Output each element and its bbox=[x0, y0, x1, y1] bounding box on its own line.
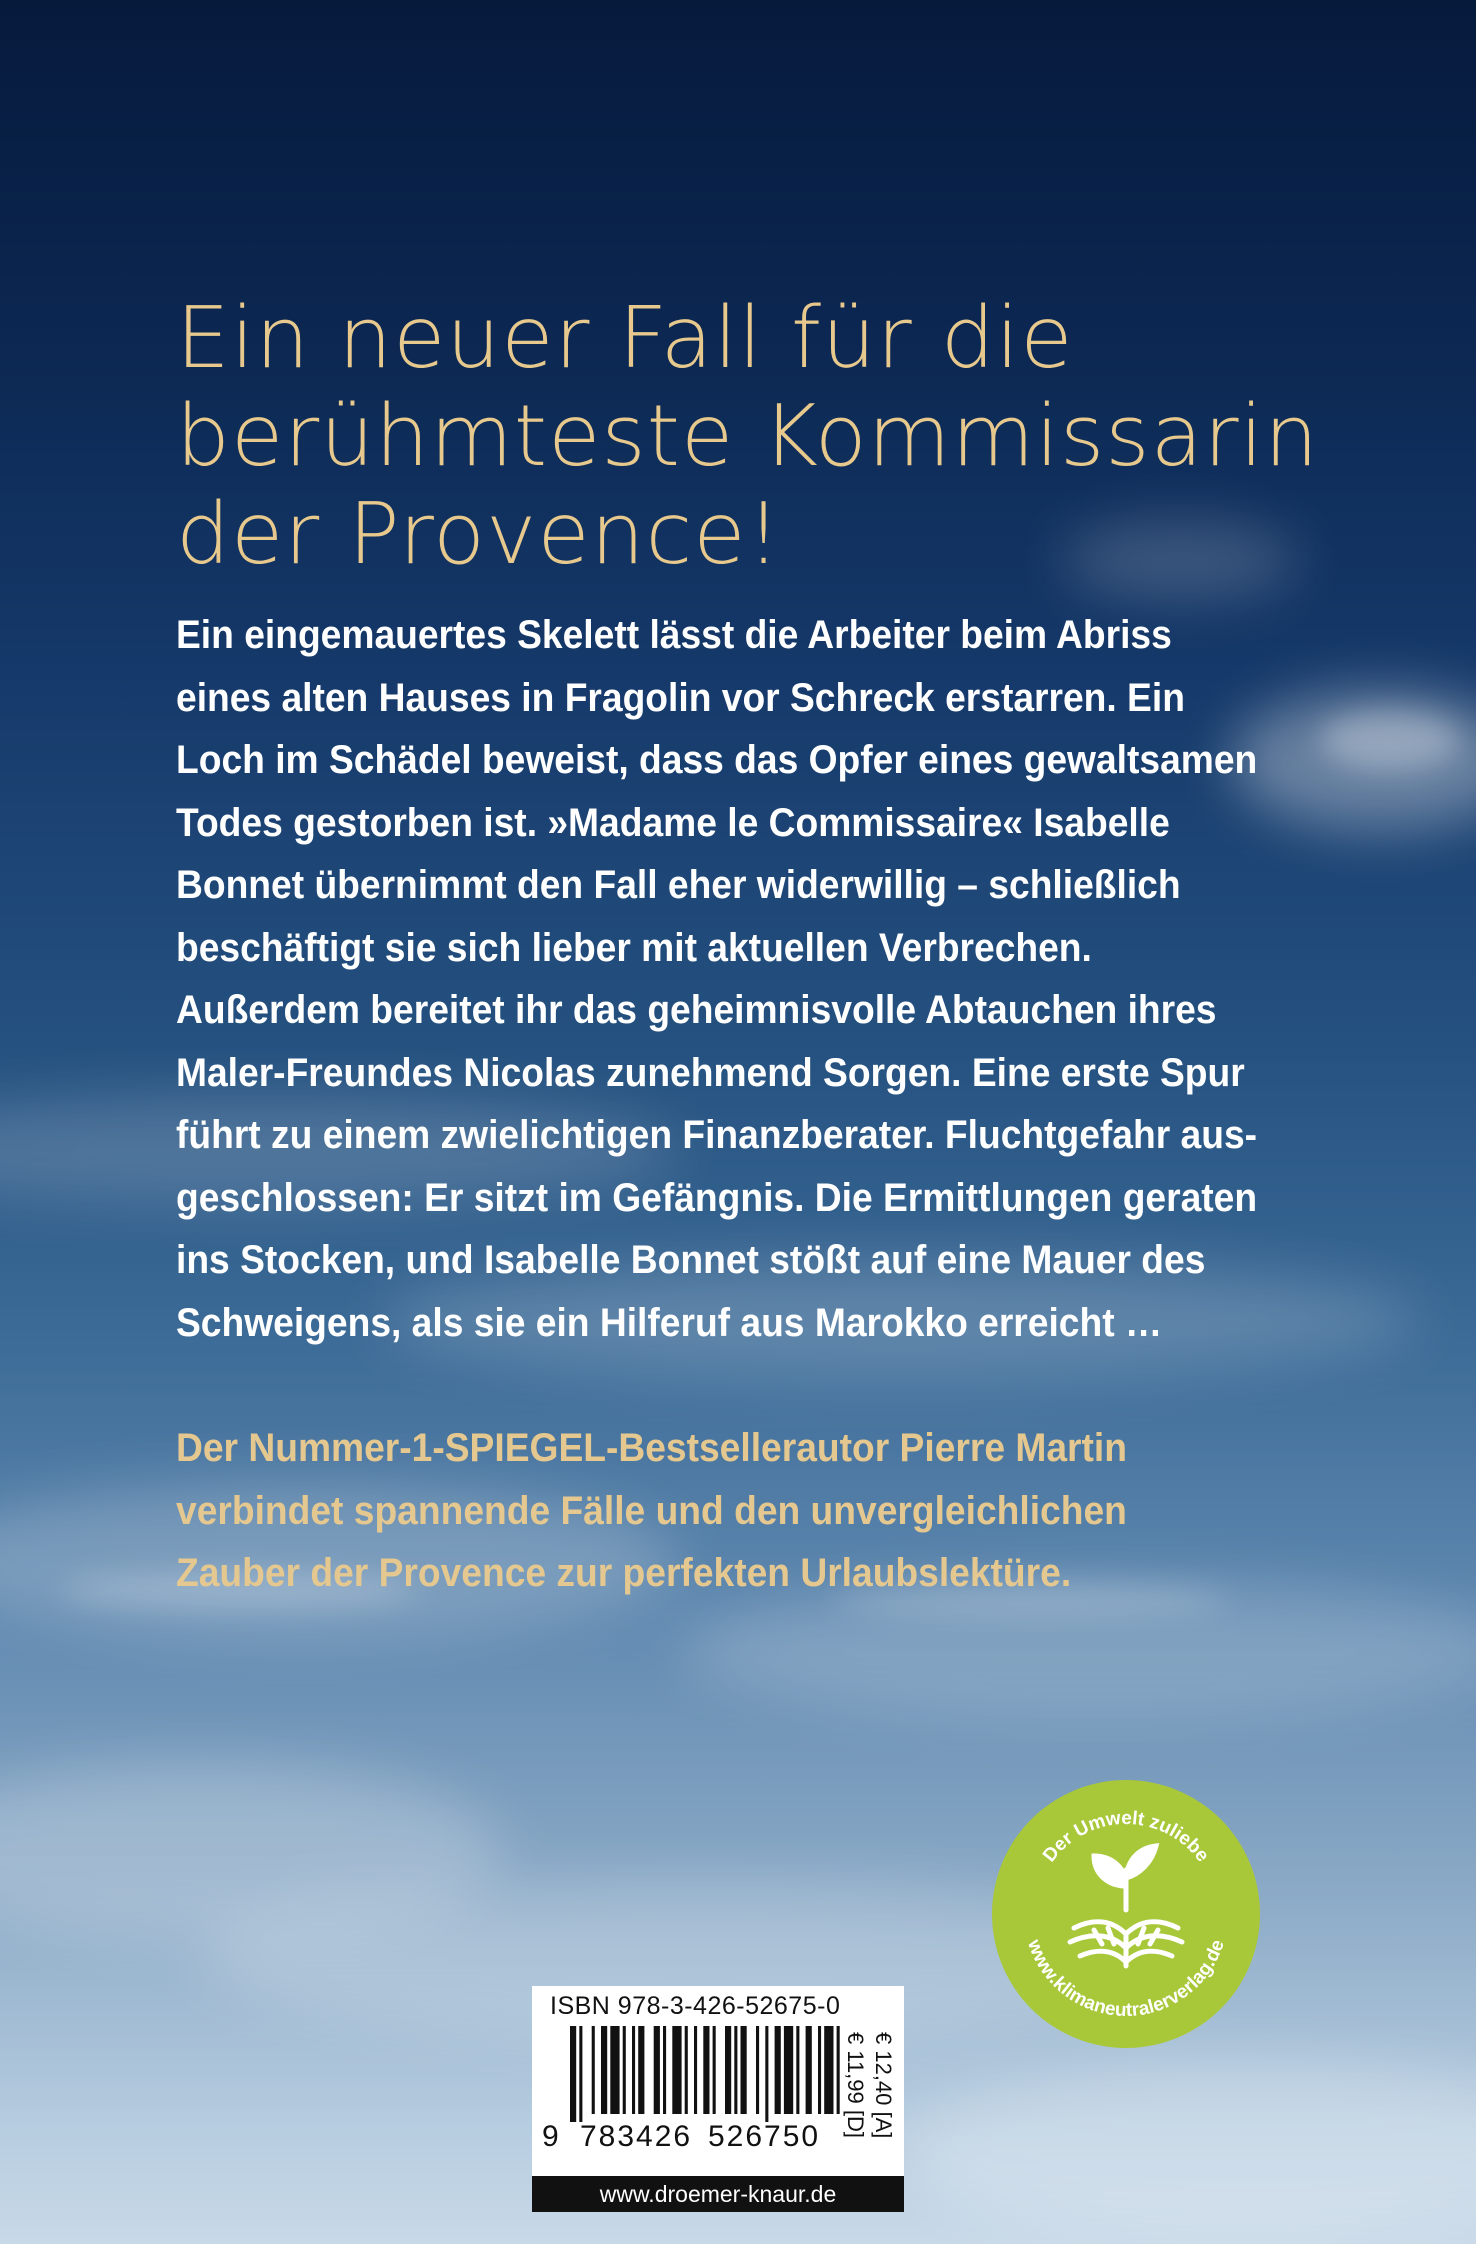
ean-left-digits: 783426 bbox=[580, 2120, 693, 2153]
headline-line: berühmteste Kommissarin bbox=[176, 387, 1320, 486]
barcode-icon bbox=[542, 2026, 842, 2122]
isbn-label: ISBN 978-3-426-52675-0 bbox=[550, 1992, 841, 2020]
author-line: verbindet spannende Fälle und den unvergleichlichen bbox=[176, 1488, 1127, 1533]
synopsis-line: beschäftigt sie sich lieber mit aktuellen Verbrechen. bbox=[176, 925, 1092, 970]
badge-bottom-text: www.klimaneutralerverlag.de bbox=[1023, 1936, 1229, 2022]
headline-line: der Provence! bbox=[176, 485, 782, 584]
ean-right-digits: 526750 bbox=[708, 2120, 821, 2153]
synopsis-line: führt zu einem zwielichtigen Finanzberater. Fluchtgefahr aus- bbox=[176, 1113, 1258, 1157]
author-line: Zauber der Provence zur perfekten Urlaubslektüre. bbox=[176, 1551, 1072, 1595]
badge-top-text: Der Umwelt zuliebe bbox=[1039, 1807, 1214, 1867]
climate-neutral-badge bbox=[990, 1778, 1262, 2050]
synopsis-line: Schweigens, als sie ein Hilferuf aus Marokko erreicht … bbox=[176, 1300, 1163, 1345]
synopsis bbox=[176, 604, 1258, 1354]
price-germany: € 11,99 [D] bbox=[843, 2032, 868, 2138]
synopsis-line: Todes gestorben ist. »Madame le Commissaire« Isabelle bbox=[176, 800, 1170, 845]
synopsis-line: Außerdem bereitet ihr das geheimnisvolle Abtauchen ihres bbox=[176, 988, 1217, 1032]
price-block bbox=[844, 2030, 904, 2160]
price-austria: € 12,40 [A] bbox=[871, 2032, 896, 2139]
author-line: Der Nummer-1-SPIEGEL-Bestsellerautor Pierre Martin bbox=[176, 1426, 1127, 1470]
headline-line: Ein neuer Fall für die bbox=[176, 289, 1074, 388]
synopsis-line: ins Stocken, und Isabelle Bonnet stößt auf eine Mauer des bbox=[176, 1238, 1206, 1282]
synopsis-line: Ein eingemauertes Skelett lässt die Arbeiter beim Abriss bbox=[176, 613, 1172, 657]
synopsis-line: Maler-Freundes Nicolas zunehmend Sorgen. Eine erste Spur bbox=[176, 1050, 1245, 1095]
barcode-box bbox=[532, 1986, 904, 2212]
synopsis-line: geschlossen: Er sitzt im Gefängnis. Die Ermittlungen geraten bbox=[176, 1175, 1258, 1220]
publisher-website: www.droemer-knaur.de bbox=[532, 2176, 904, 2212]
ean-first-digit: 9 bbox=[542, 2120, 559, 2153]
synopsis-line: Bonnet übernimmt den Fall eher widerwillig – schließlich bbox=[176, 863, 1181, 907]
author-blurb bbox=[176, 1417, 1246, 1605]
synopsis-line: Loch im Schädel beweist, dass das Opfer eines gewaltsamen bbox=[176, 738, 1258, 782]
headline bbox=[176, 290, 1376, 584]
synopsis-line: eines alten Hauses in Fragolin vor Schreck erstarren. Ein bbox=[176, 675, 1185, 720]
